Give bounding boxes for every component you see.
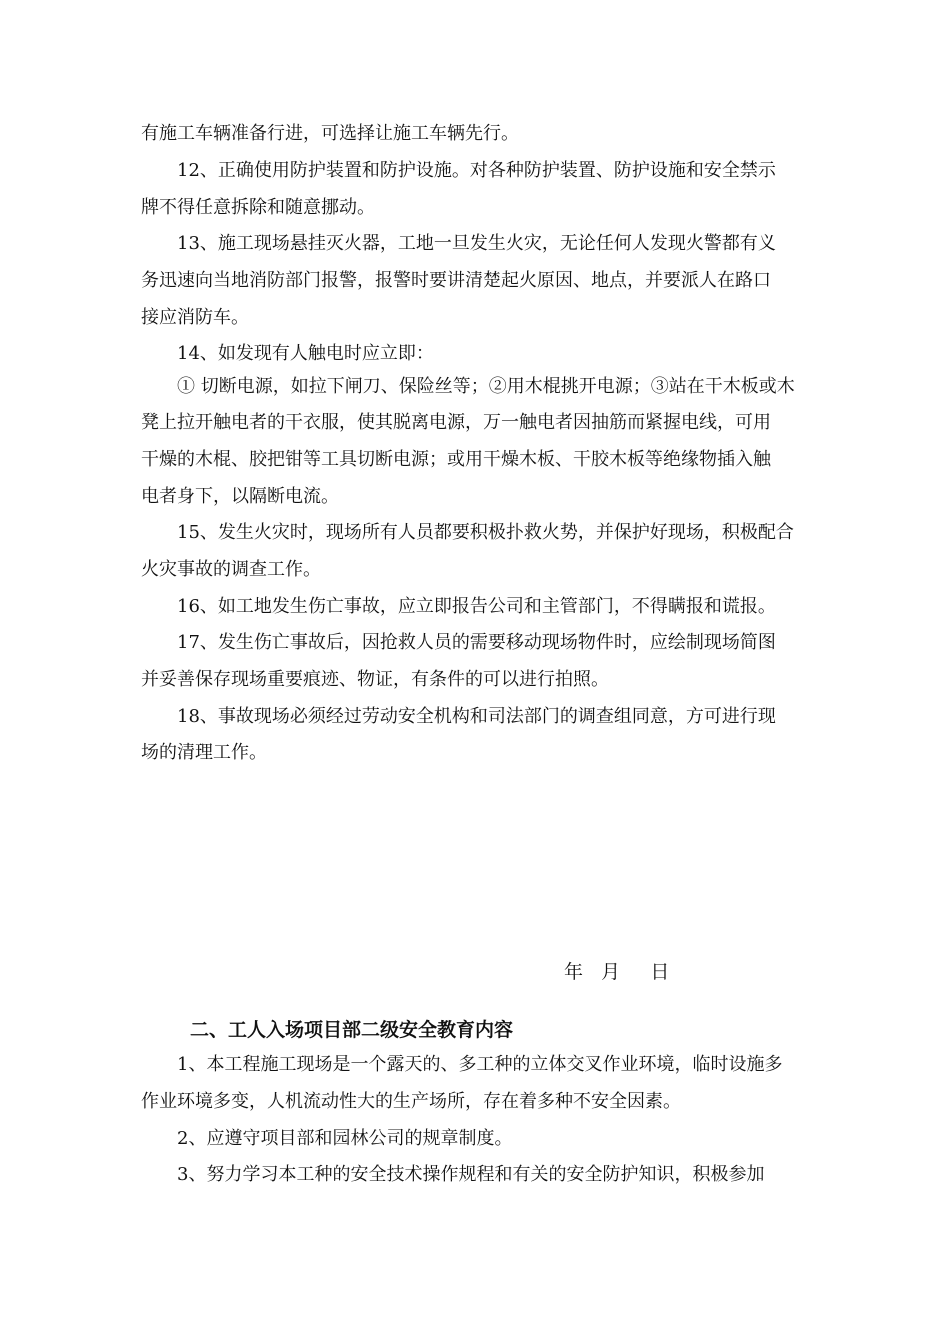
item-17-line-2: 并妥善保存现场重要痕迹、物证，有条件的可以进行拍照。 bbox=[141, 669, 609, 690]
item-14-sub-line-1: ① 切断电源，如拉下闸刀、保险丝等；②用木棍挑开电源；③站在干木板或木 bbox=[177, 376, 795, 397]
section-heading: 二、工人入场项目部二级安全教育内容 bbox=[190, 1019, 514, 1041]
date-line: 年 月 日 bbox=[564, 961, 670, 983]
body-line: 有施工车辆准备行进，可选择让施工车辆先行。 bbox=[141, 123, 519, 144]
item-17-line-1: 17、发生伤亡事故后，因抢救人员的需要移动现场物件时，应绘制现场简图 bbox=[177, 632, 776, 653]
item-18-line-2: 场的清理工作。 bbox=[141, 742, 267, 763]
item-15-line-2: 火灾事故的调查工作。 bbox=[141, 559, 321, 580]
item-15-line-1: 15、发生火灾时，现场所有人员都要积极扑救火势，并保护好现场，积极配合 bbox=[177, 522, 794, 543]
section-item-3-line-1: 3、努力学习本工种的安全技术操作规程和有关的安全防护知识，积极参加 bbox=[177, 1164, 765, 1185]
item-14-sub-line-2: 凳上拉开触电者的干衣服，使其脱离电源，万一触电者因抽筋而紧握电线，可用 bbox=[141, 412, 771, 433]
item-13-line-3: 接应消防车。 bbox=[141, 307, 249, 328]
section-item-1-line-1: 1、本工程施工现场是一个露天的、多工种的立体交叉作业环境，临时设施多 bbox=[177, 1054, 783, 1075]
item-14-sub-line-4: 电者身下，以隔断电流。 bbox=[141, 486, 339, 507]
section-item-1-line-2: 作业环境多变，人机流动性大的生产场所，存在着多种不安全因素。 bbox=[141, 1091, 681, 1112]
item-12-line-1: 12、正确使用防护装置和防护设施。对各种防护装置、防护设施和安全禁示 bbox=[177, 160, 776, 181]
item-13-line-1: 13、施工现场悬挂灭火器，工地一旦发生火灾，无论任何人发现火警都有义 bbox=[177, 233, 776, 254]
item-18-line-1: 18、事故现场必须经过劳动安全机构和司法部门的调查组同意，方可进行现 bbox=[177, 706, 776, 727]
item-16-line-1: 16、如工地发生伤亡事故，应立即报告公司和主管部门，不得瞒报和谎报。 bbox=[177, 596, 776, 617]
item-14-sub-line-3: 干燥的木棍、胶把钳等工具切断电源；或用干燥木板、干胶木板等绝缘物插入触 bbox=[141, 449, 771, 470]
section-item-2-line-1: 2、应遵守项目部和园林公司的规章制度。 bbox=[177, 1128, 513, 1149]
item-13-line-2: 务迅速向当地消防部门报警，报警时要讲清楚起火原因、地点，并要派人在路口 bbox=[141, 270, 771, 291]
item-14-line-1: 14、如发现有人触电时应立即： bbox=[177, 343, 434, 364]
item-12-line-2: 牌不得任意拆除和随意挪动。 bbox=[141, 197, 375, 218]
